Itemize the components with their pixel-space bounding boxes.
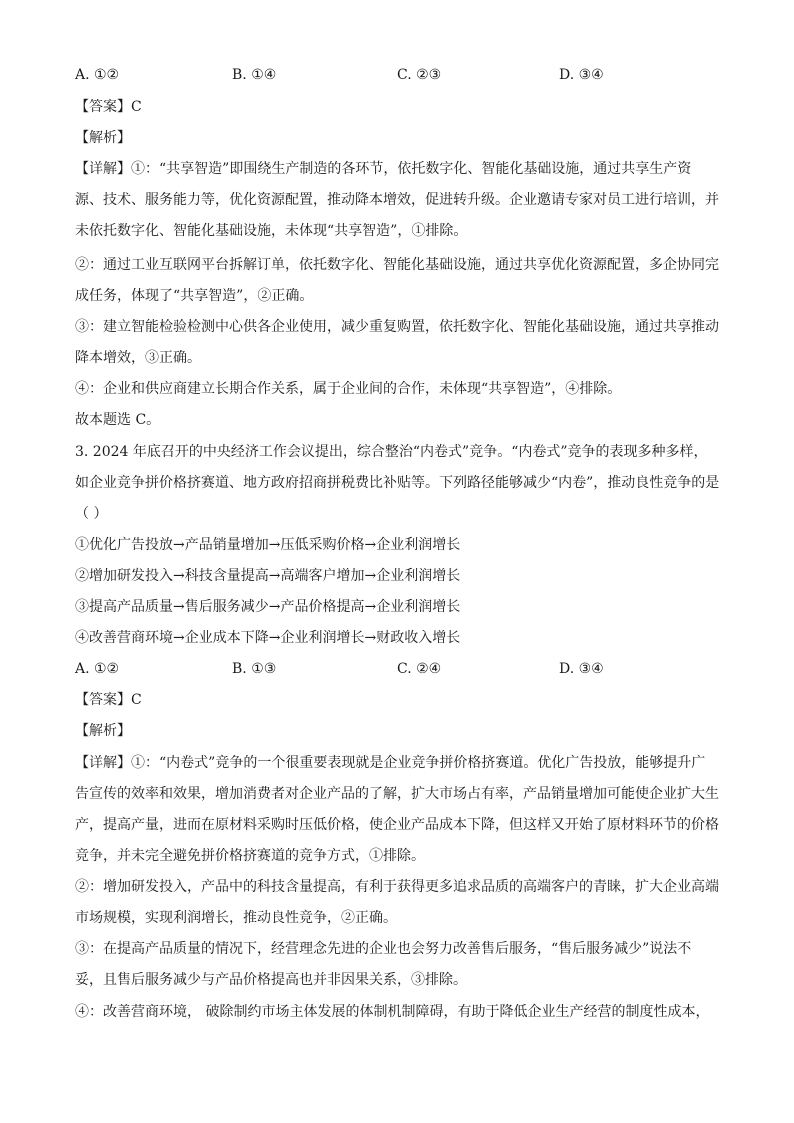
q3-detail-line: 告宣传的效率和效果，增加消费者对企业产品的了解，扩大市场占有率，产品销量增加可能使企业扩大生 (75, 786, 719, 802)
q3-detail-line: ③：在提高产品质量的情况下，经营理念先进的企业也会努力改善售后服务，“售后服务减少”说法不 (75, 941, 692, 957)
q2-detail-line: 源、技术、服务能力等，优化资源配置，推动降本增效，促进转升级。企业邀请专家对员工进行培训，并 (75, 192, 719, 208)
q3-stem-line: 如企业竞争拼价格挤赛道、地方政府招商拼税费比补贴等。下列路径能够减少“内卷”，推动良性竞争的是 (75, 475, 720, 491)
q2-detail-line: ③：建立智能检验检测中心供各企业使用，减少重复购置，依托数字化、智能化基础设施，通过共享推动 (75, 319, 719, 335)
q3-detail-line: ④：改善营商环境， 破除制约市场主体发展的体制机制障碍，有助于降低企业生产经营的制度性成本， (75, 1004, 710, 1020)
q3-answer: 【答案】C (75, 692, 142, 708)
q3-options (75, 660, 725, 678)
q3-option-d: D. ③④ (559, 661, 604, 677)
q2-options (75, 66, 725, 84)
q3-analysis-label: 【解析】 (75, 723, 131, 739)
q2-option-d: D. ③④ (559, 67, 604, 83)
q3-stem-line: 3. 2024 年底召开的中央经济工作会议提出，综合整治“内卷式”竞争。“内卷式”竞争的表现多种多样， (75, 444, 708, 460)
q2-detail-line: 成任务，体现了“共享智造”，②正确。 (75, 288, 314, 304)
q3-detail-line: 产，提高产量，进而在原材料采购时压低价格，使企业产品成本下降，但这样又开始了原材料环节的价格 (75, 817, 719, 833)
q2-option-c: C. ②③ (397, 67, 442, 83)
q3-detail-line: 市场规模，实现利润增长，推动良性竞争，②正确。 (75, 910, 397, 926)
q3-detail-line: 竞争，并未完全避免拼价格挤赛道的竞争方式，①排除。 (75, 848, 425, 864)
q2-option-b: B. ①④ (232, 67, 277, 83)
q3-option-c: C. ②④ (397, 661, 442, 677)
q3-path-item: ④改善营商环境→企业成本下降→企业利润增长→财政收入增长 (75, 630, 461, 646)
q3-path-item: ②增加研发投入→科技含量提高→高端客户增加→企业利润增长 (75, 568, 461, 584)
q2-detail-line: ④：企业和供应商建立长期合作关系，属于企业间的合作，未体现“共享智造”，④排除。 (75, 381, 622, 397)
q2-detail-line: ②：通过工业互联网平台拆解订单，依托数字化、智能化基础设施，通过共享优化资源配置，多企协同完 (75, 257, 719, 273)
q3-detail-line: ②：增加研发投入，产品中的科技含量提高，有利于获得更多追求品质的高端客户的青睐，扩大企业高端 (75, 879, 719, 895)
q2-conclusion: 故本题选 C。 (75, 412, 161, 428)
q2-answer: 【答案】C (75, 99, 142, 115)
q2-detail-line: 【详解】①：“共享智造”即围绕生产制造的各环节，依托数字化、智能化基础设施，通过共享生产资 (75, 161, 692, 177)
q3-path-item: ③提高产品质量→售后服务减少→产品价格提高→企业利润增长 (75, 599, 461, 615)
q3-option-a: A. ①② (75, 661, 120, 677)
q2-detail-line: 降本增效，③正确。 (75, 350, 201, 366)
q3-option-b: B. ①③ (232, 661, 277, 677)
q2-detail-line: 未依托数字化、智能化基础设施，未体现“共享智造”，①排除。 (75, 223, 468, 239)
q3-detail-line: 妥，且售后服务减少与产品价格提高也并非因果关系，③排除。 (75, 972, 467, 988)
q3-path-item: ①优化广告投放→产品销量增加→压低采购价格→企业利润增长 (75, 537, 461, 553)
q2-option-a: A. ①② (75, 67, 120, 83)
q2-analysis-label: 【解析】 (75, 130, 131, 146)
q3-answer-blank: （ ） (75, 506, 108, 522)
q3-detail-line: 【详解】①：“内卷式”竞争的一个很重要表现就是企业竞争拼价格挤赛道。优化广告投放，能够提升广 (75, 755, 706, 771)
